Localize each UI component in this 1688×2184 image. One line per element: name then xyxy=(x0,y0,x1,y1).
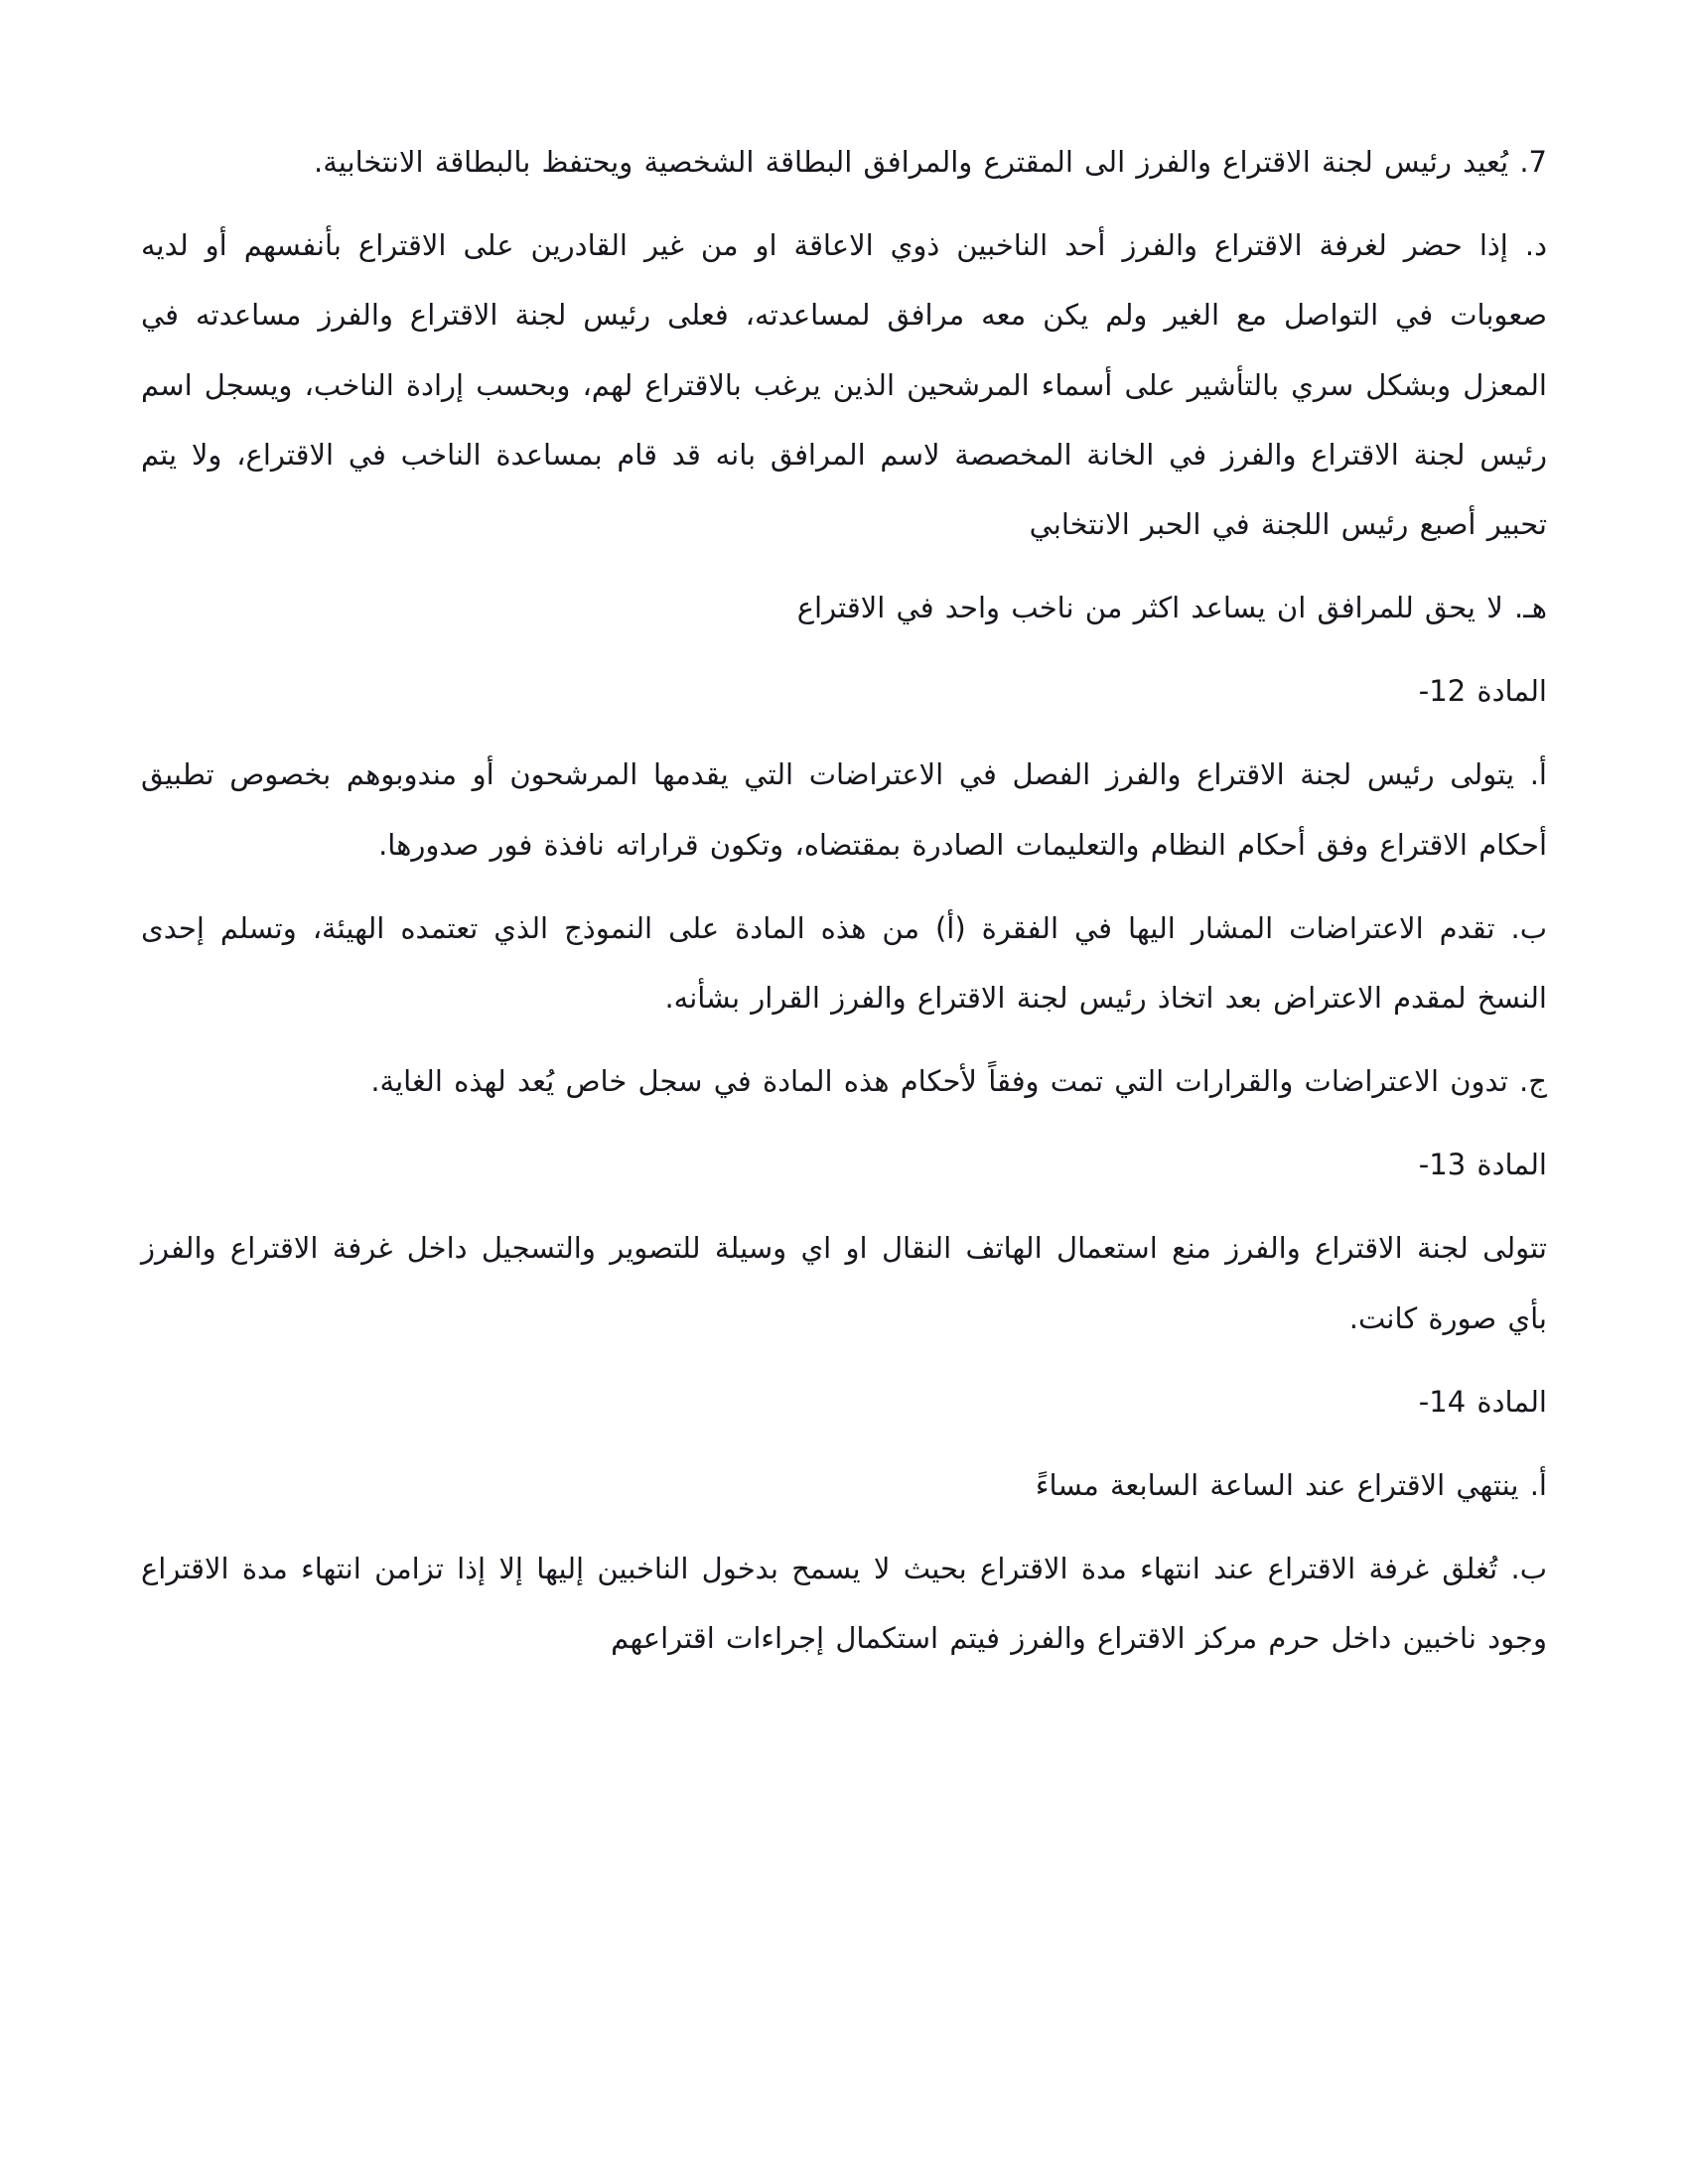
article-12-clause-b: ب. تقدم الاعتراضات المشار اليها في الفقرة (أ) من هذه المادة على النموذج الذي تعتمده الهيئة، وتسلم إحدى النسخ لمقدم الاعتراض بعد اتخاذ رئيس لجنة الاقتراع والفرز القرار بشأنه. xyxy=(141,910,1547,1015)
clause-7: 7. يُعيد رئيس لجنة الاقتراع والفرز الى المقترع والمرافق البطاقة الشخصية ويحتفظ بالبطاقة الانتخابية. xyxy=(313,145,1547,179)
clause-heh: هـ. لا يحق للمرافق ان يساعد اكثر من ناخب واحد في الاقتراع xyxy=(796,591,1547,625)
article-14-clause-b: ب. تُغلق غرفة الاقتراع عند انتهاء مدة الاقتراع بحيث لا يسمح بدخول الناخبين إليها إلا إذا تزامن انتهاء مدة الاقتراع وجود ناخبين داخل حرم مركز الاقتراع والفرز فيتم استكمال إجراءات اقتراعهم xyxy=(141,1552,1547,1656)
article-13-heading: المادة 13- xyxy=(1418,1148,1547,1182)
article-13-body: تتولى لجنة الاقتراع والفرز منع استعمال الهاتف النقال او اي وسيلة للتصوير والتسجيل داخل غرفة الاقتراع والفرز بأي صورة كانت. xyxy=(141,1231,1547,1335)
clause-d: د. إذا حضر لغرفة الاقتراع والفرز أحد الناخبين ذوي الاعاقة او من غير القادرين على الاقتراع بأنفسهم أو لديه صعوبات في التواصل مع الغير ولم يكن معه مرافق لمساعدته، فعلى رئيس لجنة الاقتراع والفرز مساعدته في المعزل وبشكل سري بالتأشير على أسماء المرشحين الذين يرغب بالاقتراع لهم، وبحسب إرادة الناخب، ويسجل اسم رئيس لجنة الاقتراع والفرز في الخانة المخصصة لاسم المرافق بانه قد قام بمساعدة الناخب في الاقتراع، ولا يتم تحبير أصبع رئيس اللجنة في الحبر الانتخابي xyxy=(141,228,1547,541)
article-14-clause-a: أ. ينتهي الاقتراع عند الساعة السابعة مساءً xyxy=(1035,1467,1547,1502)
article-12-heading: المادة 12- xyxy=(1418,674,1547,709)
article-14-heading: المادة 14- xyxy=(1418,1384,1547,1419)
article-12-clause-a: أ. يتولى رئيس لجنة الاقتراع والفرز الفصل في الاعتراضات التي يقدمها المرشحون أو مندوبوهم بخصوص تطبيق أحكام الاقتراع وفق أحكام النظام والتعليمات الصادرة بمقتضاه، وتكون قراراته نافذة فور صدورها. xyxy=(141,757,1547,862)
article-12-clause-j: ج. تدون الاعتراضات والقرارات التي تمت وفقاً لأحكام هذه المادة في سجل خاص يُعد لهذه الغاية. xyxy=(370,1064,1547,1099)
